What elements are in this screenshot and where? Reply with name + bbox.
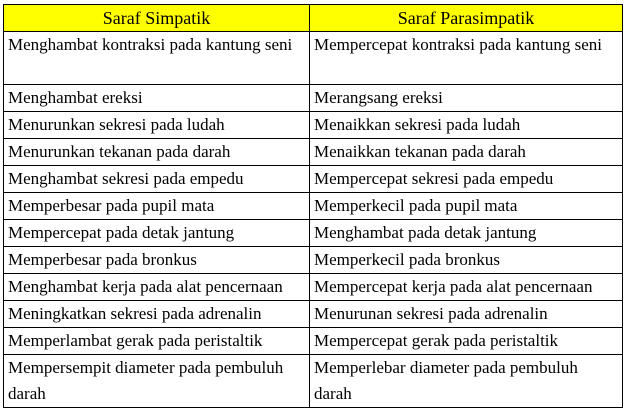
cell-sympathetic: Memperbesar pada bronkus: [4, 247, 310, 274]
cell-sympathetic: Menghambat kerja pada alat pencernaan: [4, 274, 310, 301]
table-row: [4, 220, 623, 247]
cell-sympathetic: Menurunkan sekresi pada ludah: [4, 112, 310, 139]
cell-parasympathetic: Memperkecil pada bronkus: [310, 247, 623, 274]
table-row: [4, 32, 623, 85]
cell-parasympathetic: Menurunan sekresi pada adrenalin: [310, 301, 623, 328]
table-row: [4, 301, 623, 328]
table-row: [4, 247, 623, 274]
cell-parasympathetic: Menaikkan tekanan pada darah: [310, 139, 623, 166]
cell-sympathetic: Menghambat kontraksi pada kantung seni: [4, 32, 310, 85]
table-row: [4, 112, 623, 139]
cell-sympathetic: Memperbesar pada pupil mata: [4, 193, 310, 220]
cell-parasympathetic: Menaikkan sekresi pada ludah: [310, 112, 623, 139]
table-row: [4, 328, 623, 355]
comparison-table: [3, 4, 623, 408]
cell-parasympathetic: Mempercepat gerak pada peristaltik: [310, 328, 623, 355]
cell-sympathetic: Mempersempit diameter pada pembuluh darah: [4, 355, 310, 408]
cell-sympathetic: Menurunkan tekanan pada darah: [4, 139, 310, 166]
header-parasympathetic: Saraf Parasimpatik: [310, 5, 623, 32]
cell-sympathetic: Meningkatkan sekresi pada adrenalin: [4, 301, 310, 328]
cell-sympathetic: Menghambat sekresi pada empedu: [4, 166, 310, 193]
cell-parasympathetic: Memperlebar diameter pada pembuluh darah: [310, 355, 623, 408]
table-row: [4, 193, 623, 220]
cell-parasympathetic: Merangsang ereksi: [310, 85, 623, 112]
header-sympathetic: Saraf Simpatik: [4, 5, 310, 32]
cell-parasympathetic: Mempercepat kerja pada alat pencernaan: [310, 274, 623, 301]
table-row: [4, 166, 623, 193]
table-row: [4, 355, 623, 408]
cell-sympathetic: Menghambat ereksi: [4, 85, 310, 112]
cell-parasympathetic: Menghambat pada detak jantung: [310, 220, 623, 247]
header-row: [4, 5, 623, 32]
cell-sympathetic: Mempercepat pada detak jantung: [4, 220, 310, 247]
table-row: [4, 274, 623, 301]
cell-parasympathetic: Mempercepat sekresi pada empedu: [310, 166, 623, 193]
cell-parasympathetic: Memperkecil pada pupil mata: [310, 193, 623, 220]
table-row: [4, 85, 623, 112]
cell-parasympathetic: Mempercepat kontraksi pada kantung seni: [310, 32, 623, 85]
cell-sympathetic: Memperlambat gerak pada peristaltik: [4, 328, 310, 355]
table-row: [4, 139, 623, 166]
